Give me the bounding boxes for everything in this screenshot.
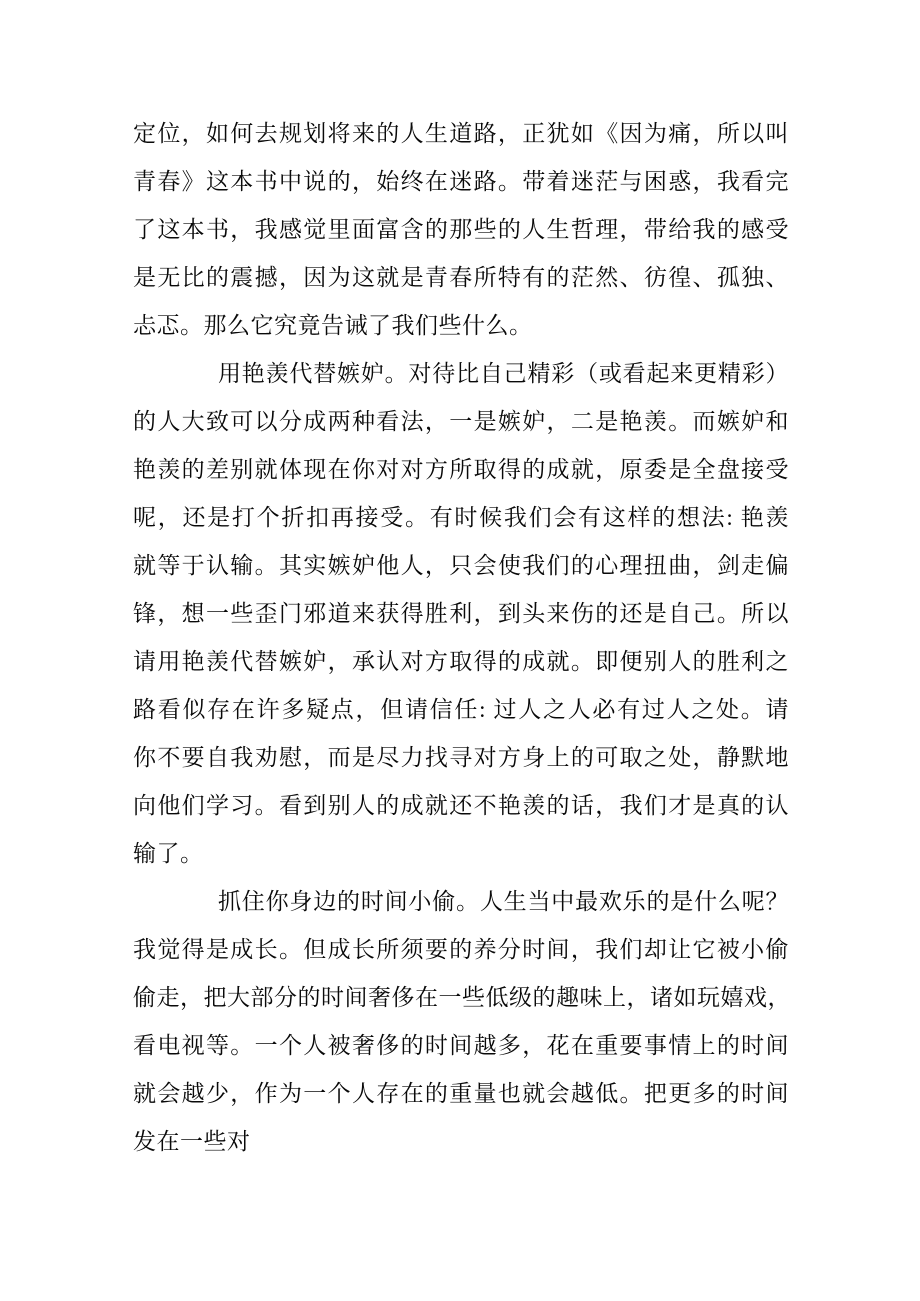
text-line: 偷走，把大部分的时间奢侈在一些低级的趣味上，诸如玩嬉戏， (133, 985, 791, 1010)
paragraph (133, 350, 789, 878)
text-line: 请用艳羡代替嫉妒，承认对方取得的成就。即便别人的胜利之 (133, 649, 789, 674)
text-line: 就等于认输。其实嫉妒他人，只会使我们的心理扭曲，剑走偏 (133, 553, 789, 578)
text-line: 了这本书，我感觉里面富含的那些的人生哲理，带给我的感受 (133, 217, 789, 242)
text-line: 发在一些对 (133, 1129, 251, 1154)
text-line: 用艳羡代替嫉妒。对待比自己精彩（或看起来更精彩） (218, 361, 789, 386)
text-line: 看电视等。一个人被奢侈的时间越多，花在重要事情上的时间 (133, 1033, 789, 1058)
text-line: 路看似存在许多疑点，但请信任: 过人之人必有过人之处。请 (133, 697, 789, 722)
text-line: 艳羡的差别就体现在你对对方所取得的成就，原委是全盘接受 (133, 457, 789, 482)
text-line: 抓住你身边的时间小偷。人生当中最欢乐的是什么呢？ (218, 889, 789, 914)
text-line: 就会越少，作为一个人存在的重量也就会越低。把更多的时间 (133, 1081, 789, 1106)
text-line: 向他们学习。看到别人的成就还不艳羡的话，我们才是真的认 (133, 793, 789, 818)
text-line: 定位，如何去规划将来的人生道路，正犹如《因为痛，所以叫 (133, 121, 789, 146)
text-line: 是无比的震撼，因为这就是青春所特有的茫然、彷徨、孤独、 (133, 265, 789, 290)
paragraph (133, 110, 789, 350)
text-line: 你不要自我劝慰，而是尽力找寻对方身上的可取之处，静默地 (133, 745, 789, 770)
text-line: 呢，还是打个折扣再接受。有时候我们会有这样的想法: 艳羡 (133, 505, 789, 530)
text-line: 的人大致可以分成两种看法，一是嫉妒，二是艳羡。而嫉妒和 (133, 409, 789, 434)
document-text-block (133, 110, 789, 1166)
text-line: 我觉得是成长。但成长所须要的养分时间，我们却让它被小偷 (133, 937, 789, 962)
text-line: 输了。 (133, 841, 204, 866)
paragraph (133, 878, 789, 1166)
text-line: 忐忑。那么它究竟告诫了我们些什么。 (133, 313, 533, 338)
text-line: 青春》这本书中说的，始终在迷路。带着迷茫与困惑，我看完 (133, 169, 789, 194)
text-line: 锋，想一些歪门邪道来获得胜利，到头来伤的还是自己。所以 (133, 601, 789, 626)
